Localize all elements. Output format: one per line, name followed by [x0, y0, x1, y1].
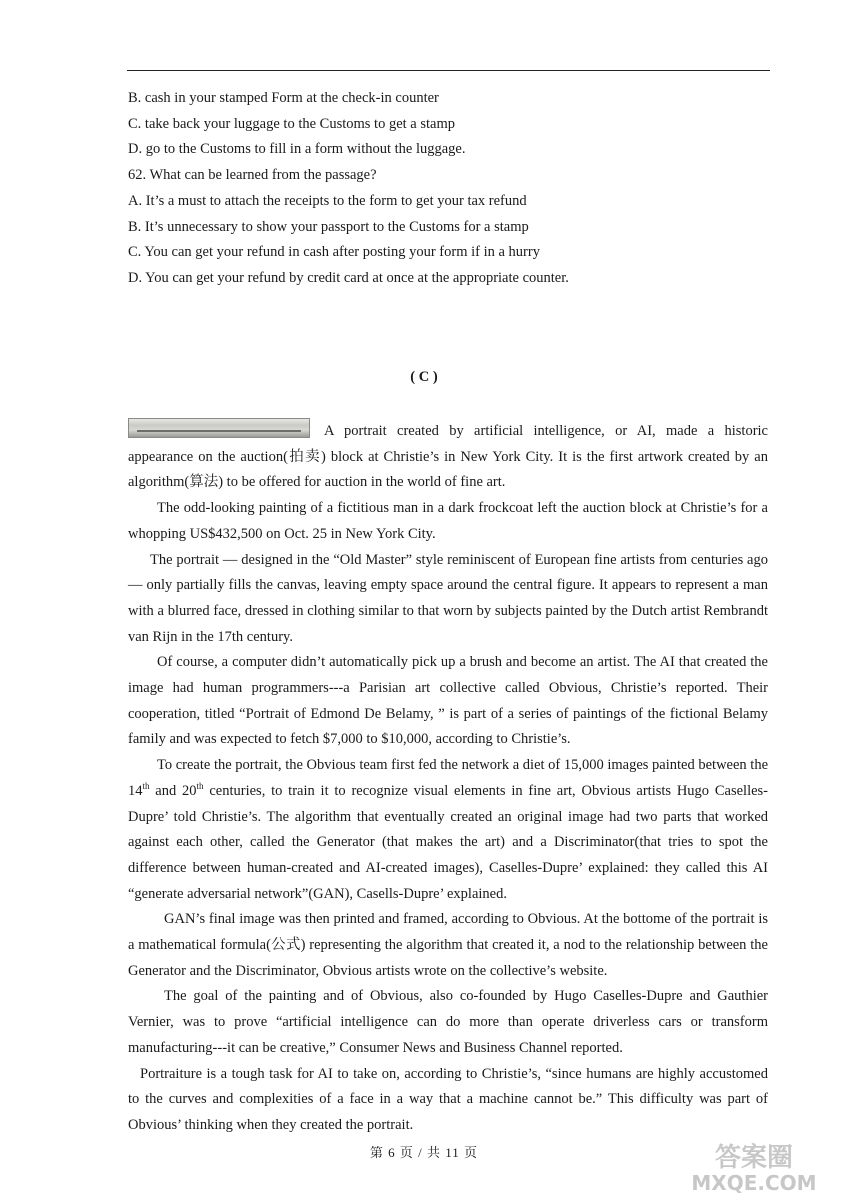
section-title: ( C ) — [410, 369, 438, 385]
superscript: th — [142, 781, 150, 792]
option-line: D. You can get your refund by credit card at once at the appropriate counter. — [128, 269, 569, 286]
paragraph-5 — [128, 753, 768, 907]
paragraph-4: Of course, a computer didn’t automatically pick up a brush and become an artist. The AI that created the image had human programmers---a Parisian art collective called Obvious, Christie’s reported. Their cooperation, titled “Portrait of Edmond De Belamy, ” is part of a series of paintings of the fictional Belamy family and was expected to fetch $7,000 to $10,000, according to Christie’s. — [128, 654, 768, 748]
option-line: B. It’s unnecessary to show your passport to the Customs for a stamp — [128, 218, 529, 235]
superscript: th — [196, 781, 204, 792]
paragraph-5-text-b: and 20 — [149, 782, 197, 799]
paragraph-1-text: A portrait created by artificial intelligence, or AI, made a historic appearance on the auction(拍卖) block at Christie’s in New York City. It is the first artwork created by an algorithm(算法) to be offered for auction in the world of fine art. — [128, 423, 768, 491]
paragraph-5-text-c: centuries, to train it to recognize visual elements in fine art, Obvious artists Hugo Caselles-Dupre’ told Christie’s. The algorithm that eventually created an original image had two parts that worked against each other, called the Generator (that makes the art) and a Discriminator(that tries to spot the difference between human-created and AI-created images), Caselles-Dupre’ explained: they called this AI “generate adversarial network”(GAN), Casells-Dupre’ explained. — [128, 782, 769, 902]
answer-options-block — [128, 86, 768, 292]
header-rule — [127, 70, 770, 71]
paragraph-8: Portraiture is a tough task for AI to take on, according to Christie’s, “since humans are highly accustomed to the curves and complexities of a face in a way that a machine cannot be.” This difficulty was part of Obvious’ thinking when they created the portrait. — [128, 1065, 768, 1133]
option-line: A. It’s a must to attach the receipts to the form to get your tax refund — [128, 192, 527, 209]
page-footer: 第 6 页 / 共 11 页 — [369, 1145, 479, 1160]
paragraph-7: The goal of the painting and of Obvious, also co-founded by Hugo Caselles-Dupre and Gauthier Vernier, was to prove “artificial intelligence can do more than operate driverless cars or transform manufacturing---it can be creative,” Consumer News and Business Channel reported. — [128, 988, 768, 1056]
question-62: 62. What can be learned from the passage? — [128, 167, 377, 184]
watermark-logo — [674, 1138, 834, 1194]
paragraph-5-text-a: To create the portrait, the Obvious team first fed the network a diet of 15,000 images painted between the 14 — [128, 757, 769, 799]
watermark-bottom-text: MXQE.COM — [691, 1171, 817, 1194]
paragraph-2: The odd-looking painting of a fictitious man in a dark frockcoat left the auction block at Christie’s for a whopping US$432,500 on Oct. 25 in New York City. — [128, 500, 768, 542]
option-line: C. take back your luggage to the Customs to get a stamp — [128, 115, 455, 132]
paragraph-6: GAN’s final image was then printed and framed, according to Obvious. At the bottome of the portrait is a mathematical formula(公式) representing the algorithm that created it, a nod to the relationship between the Generator and the Discriminator, Obvious artists wrote on the collective’s website. — [128, 911, 768, 979]
portrait-image-thumbnail — [128, 418, 310, 438]
option-line: C. You can get your refund in cash after posting your form if in a hurry — [128, 244, 540, 261]
watermark-top-text: 答案圈 — [714, 1143, 794, 1173]
option-line: B. cash in your stamped Form at the check-in counter — [128, 90, 439, 106]
paragraph-3: The portrait — designed in the “Old Master” style reminiscent of European fine artists from centuries ago — only partially fills the canvas, leaving empty space around the central figure. It appears to represent a man with a blurred face, dressed in clothing similar to that worn by subjects painted by the Dutch artist Rembrandt van Rijn in the 17th century. — [128, 551, 768, 645]
paragraph-1 — [128, 418, 768, 496]
option-line: D. go to the Customs to fill in a form without the luggage. — [128, 141, 466, 158]
article-body — [128, 418, 768, 1139]
